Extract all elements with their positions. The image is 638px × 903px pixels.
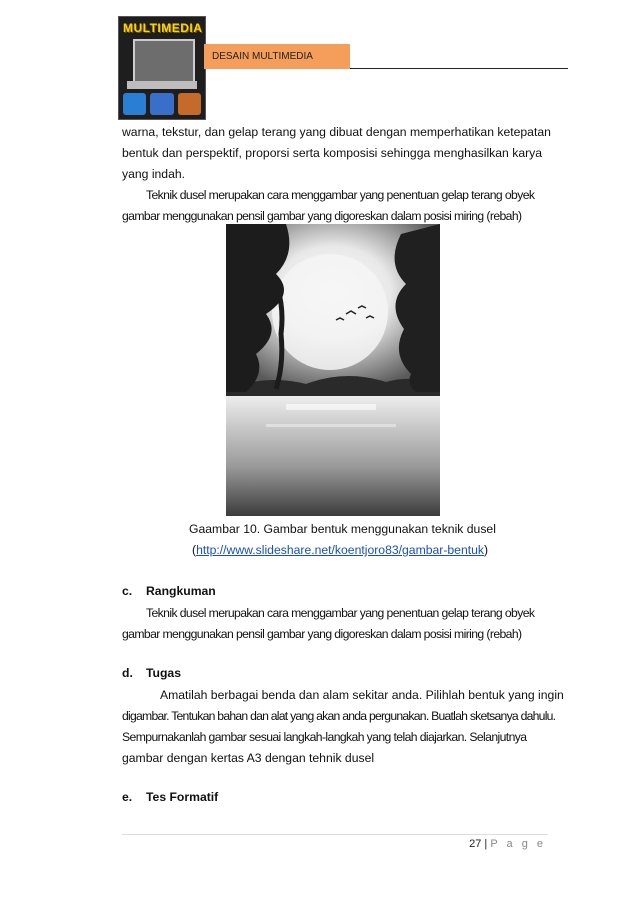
moonlit-lake-drawing bbox=[226, 224, 440, 516]
section-e-title: Tes Formatif bbox=[146, 790, 219, 804]
source-link[interactable]: http://www.slideshare.net/koentjoro83/gambar-bentuk bbox=[196, 543, 484, 557]
figure-caption: Gaambar 10. Gambar bentuk menggunakan teknik dusel bbox=[189, 522, 496, 536]
photo-icon bbox=[178, 93, 201, 115]
media-icons bbox=[123, 93, 201, 115]
body-line-3: yang indah. bbox=[122, 167, 186, 181]
section-c-line-2: gambar menggunakan pensil gambar yang digoreskan dalam posisi miring (rebah) bbox=[122, 627, 522, 641]
section-c-title: Rangkuman bbox=[146, 584, 216, 598]
page-footer bbox=[469, 838, 546, 850]
source-open-paren: ( bbox=[192, 543, 197, 557]
header-rule bbox=[350, 68, 568, 69]
section-d-line-4: gambar dengan kertas A3 dengan tehnik dusel bbox=[122, 751, 375, 765]
film-icon bbox=[150, 93, 173, 115]
body-line-2: bentuk dan perspektif, proporsi serta komposisi sehingga menghasilkan karya bbox=[122, 146, 543, 160]
section-d-line-3: Sempurnakanlah gambar sesuai langkah-langkah yang telah diajarkan. Selanjutnya bbox=[122, 730, 527, 744]
logo-text: MULTIMEDIA bbox=[123, 21, 203, 35]
laptop-base-icon bbox=[127, 81, 197, 89]
page-number: 27 bbox=[469, 838, 482, 850]
figure-source bbox=[192, 543, 488, 557]
footer-rule bbox=[122, 834, 548, 835]
footer-separator: | bbox=[484, 838, 488, 850]
section-d-line-1: Amatilah berbagai benda dan alam sekitar anda. Pilihlah bentuk yang ingin bbox=[160, 688, 564, 702]
section-d-line-2: digambar. Tentukan bahan dan alat yang akan anda pergunakan. Buatlah sketsanya dahulu. bbox=[122, 709, 556, 723]
section-d-letter: d. bbox=[122, 666, 133, 680]
section-d-title: Tugas bbox=[146, 666, 181, 680]
page-label: P a g e bbox=[490, 838, 546, 850]
body-line-1: warna, tekstur, dan gelap terang yang dibuat dengan memperhatikan ketepatan bbox=[122, 125, 551, 139]
body-line-4: Teknik dusel merupakan cara menggambar yang penentuan gelap terang obyek bbox=[146, 188, 535, 202]
section-e-letter: e. bbox=[122, 790, 133, 804]
section-c-letter: c. bbox=[122, 584, 133, 598]
source-close-paren: ) bbox=[484, 543, 489, 557]
music-icon bbox=[123, 93, 146, 115]
body-line-5: gambar menggunakan pensil gambar yang digoreskan dalam posisi miring (rebah) bbox=[122, 209, 522, 223]
section-c-line-1: Teknik dusel merupakan cara menggambar yang penentuan gelap terang obyek bbox=[146, 606, 535, 620]
laptop-icon bbox=[133, 39, 195, 83]
multimedia-logo bbox=[118, 16, 206, 120]
header-title: DESAIN MULTIMEDIA bbox=[204, 44, 350, 69]
